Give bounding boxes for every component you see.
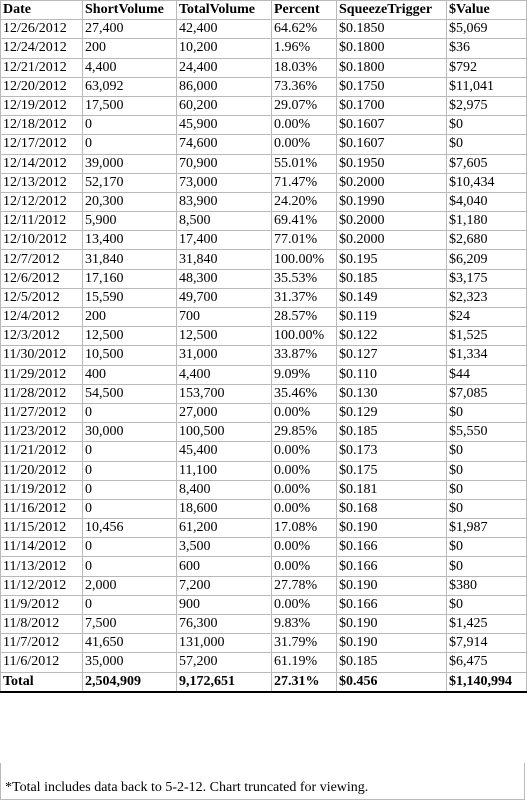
cell-short-volume[interactable]: 13,400 — [83, 231, 177, 250]
table-row — [1, 327, 527, 346]
cell-short-volume[interactable]: 17,160 — [83, 269, 177, 288]
cell-date[interactable]: 12/7/2012 — [1, 250, 83, 269]
cell-percent[interactable]: 24.20% — [272, 192, 337, 211]
table-row — [1, 39, 527, 58]
table-row — [1, 308, 527, 327]
cell-total-volume[interactable]: 61,200 — [177, 519, 272, 538]
cell-squeeze-trigger[interactable]: $0.2000 — [337, 173, 447, 192]
cell-squeeze-trigger[interactable]: $0.190 — [337, 634, 447, 653]
cell-squeeze-trigger[interactable]: $0.168 — [337, 499, 447, 518]
cell-value[interactable]: $1,525 — [447, 327, 527, 346]
cell-short-volume[interactable]: 200 — [83, 39, 177, 58]
cell-squeeze-trigger[interactable]: $0.2000 — [337, 212, 447, 231]
cell-date[interactable]: 12/19/2012 — [1, 96, 83, 115]
cell-date[interactable]: 12/21/2012 — [1, 58, 83, 77]
cell-squeeze-trigger[interactable]: $0.166 — [337, 557, 447, 576]
cell-date[interactable]: 12/11/2012 — [1, 212, 83, 231]
cell-total-volume[interactable]: 24,400 — [177, 58, 272, 77]
total-short-volume[interactable]: 2,504,909 — [83, 672, 177, 692]
cell-value[interactable]: $2,975 — [447, 96, 527, 115]
header-value[interactable]: $Value — [447, 1, 527, 20]
cell-date[interactable]: 11/7/2012 — [1, 634, 83, 653]
cell-total-volume[interactable]: 60,200 — [177, 96, 272, 115]
cell-total-volume[interactable]: 900 — [177, 595, 272, 614]
cell-value[interactable]: $1,180 — [447, 212, 527, 231]
cell-total-volume[interactable]: 100,500 — [177, 423, 272, 442]
cell-percent[interactable]: 0.00% — [272, 499, 337, 518]
table-row — [1, 154, 527, 173]
cell-short-volume[interactable]: 20,300 — [83, 192, 177, 211]
table-row — [1, 519, 527, 538]
cell-value[interactable]: $5,550 — [447, 423, 527, 442]
table-row — [1, 538, 527, 557]
cell-percent[interactable]: 33.87% — [272, 346, 337, 365]
cell-percent[interactable]: 9.83% — [272, 615, 337, 634]
cell-short-volume[interactable]: 7,500 — [83, 615, 177, 634]
cell-total-volume[interactable]: 57,200 — [177, 653, 272, 672]
cell-percent[interactable]: 0.00% — [272, 595, 337, 614]
cell-percent[interactable]: 77.01% — [272, 231, 337, 250]
cell-short-volume[interactable]: 31,840 — [83, 250, 177, 269]
header-date[interactable]: Date — [1, 1, 83, 20]
cell-value[interactable]: $44 — [447, 365, 527, 384]
table-row — [1, 58, 527, 77]
cell-percent[interactable]: 28.57% — [272, 308, 337, 327]
cell-percent[interactable]: 29.85% — [272, 423, 337, 442]
cell-value[interactable]: $24 — [447, 308, 527, 327]
cell-squeeze-trigger[interactable]: $0.190 — [337, 519, 447, 538]
cell-percent[interactable]: 35.53% — [272, 269, 337, 288]
cell-percent[interactable]: 0.00% — [272, 480, 337, 499]
cell-percent[interactable]: 61.19% — [272, 653, 337, 672]
cell-squeeze-trigger[interactable]: $0.195 — [337, 250, 447, 269]
cell-short-volume[interactable]: 15,590 — [83, 288, 177, 307]
cell-total-volume[interactable]: 7,200 — [177, 576, 272, 595]
cell-percent[interactable]: 0.00% — [272, 135, 337, 154]
cell-value[interactable]: $5,069 — [447, 20, 527, 39]
cell-percent[interactable]: 100.00% — [272, 327, 337, 346]
cell-value[interactable]: $2,323 — [447, 288, 527, 307]
cell-date[interactable]: 12/17/2012 — [1, 135, 83, 154]
cell-date[interactable]: 12/3/2012 — [1, 327, 83, 346]
cell-squeeze-trigger[interactable]: $0.1800 — [337, 58, 447, 77]
cell-short-volume[interactable]: 52,170 — [83, 173, 177, 192]
table-row — [1, 77, 527, 96]
table-row — [1, 480, 527, 499]
cell-squeeze-trigger[interactable]: $0.149 — [337, 288, 447, 307]
cell-date[interactable]: 12/18/2012 — [1, 116, 83, 135]
total-value[interactable]: $1,140,994 — [447, 672, 527, 692]
cell-percent[interactable]: 18.03% — [272, 58, 337, 77]
cell-short-volume[interactable]: 5,900 — [83, 212, 177, 231]
cell-percent[interactable]: 17.08% — [272, 519, 337, 538]
cell-squeeze-trigger[interactable]: $0.166 — [337, 595, 447, 614]
cell-short-volume[interactable]: 0 — [83, 499, 177, 518]
cell-percent[interactable]: 31.79% — [272, 634, 337, 653]
cell-squeeze-trigger[interactable]: $0.130 — [337, 384, 447, 403]
cell-percent[interactable]: 1.96% — [272, 39, 337, 58]
footnote[interactable]: *Total includes data back to 5-2-12. Chart truncated for viewing. — [0, 763, 525, 800]
cell-short-volume[interactable]: 39,000 — [83, 154, 177, 173]
cell-percent[interactable]: 35.46% — [272, 384, 337, 403]
table-row — [1, 269, 527, 288]
cell-percent[interactable]: 0.00% — [272, 538, 337, 557]
cell-value[interactable]: $0 — [447, 480, 527, 499]
cell-value[interactable]: $0 — [447, 116, 527, 135]
table-row — [1, 653, 527, 672]
cell-squeeze-trigger[interactable]: $0.127 — [337, 346, 447, 365]
cell-value[interactable]: $7,085 — [447, 384, 527, 403]
cell-date[interactable]: 11/15/2012 — [1, 519, 83, 538]
table-row — [1, 384, 527, 403]
cell-short-volume[interactable]: 54,500 — [83, 384, 177, 403]
table-row — [1, 576, 527, 595]
cell-value[interactable]: $7,914 — [447, 634, 527, 653]
table-row — [1, 116, 527, 135]
cell-total-volume[interactable]: 700 — [177, 308, 272, 327]
cell-total-volume[interactable]: 49,700 — [177, 288, 272, 307]
cell-total-volume[interactable]: 76,300 — [177, 615, 272, 634]
cell-total-volume[interactable]: 73,000 — [177, 173, 272, 192]
cell-total-volume[interactable]: 10,200 — [177, 39, 272, 58]
cell-squeeze-trigger[interactable]: $0.175 — [337, 461, 447, 480]
table-row — [1, 173, 527, 192]
header-squeeze-trigger[interactable]: SqueezeTrigger — [337, 1, 447, 20]
cell-short-volume[interactable]: 2,000 — [83, 576, 177, 595]
table-body — [1, 20, 527, 672]
cell-squeeze-trigger[interactable]: $0.185 — [337, 423, 447, 442]
cell-squeeze-trigger[interactable]: $0.1607 — [337, 135, 447, 154]
cell-date[interactable]: 11/14/2012 — [1, 538, 83, 557]
cell-squeeze-trigger[interactable]: $0.122 — [337, 327, 447, 346]
cell-date[interactable]: 11/16/2012 — [1, 499, 83, 518]
cell-total-volume[interactable]: 45,400 — [177, 442, 272, 461]
cell-total-volume[interactable]: 48,300 — [177, 269, 272, 288]
cell-total-volume[interactable]: 27,000 — [177, 403, 272, 422]
cell-short-volume[interactable]: 0 — [83, 557, 177, 576]
cell-squeeze-trigger[interactable]: $0.1950 — [337, 154, 447, 173]
cell-short-volume[interactable]: 10,456 — [83, 519, 177, 538]
cell-value[interactable]: $1,334 — [447, 346, 527, 365]
cell-total-volume[interactable]: 83,900 — [177, 192, 272, 211]
cell-total-volume[interactable]: 600 — [177, 557, 272, 576]
table-row — [1, 212, 527, 231]
table-row — [1, 365, 527, 384]
cell-total-volume[interactable]: 153,700 — [177, 384, 272, 403]
cell-total-volume[interactable]: 8,400 — [177, 480, 272, 499]
total-row — [1, 672, 527, 692]
cell-value[interactable]: $10,434 — [447, 173, 527, 192]
cell-total-volume[interactable]: 131,000 — [177, 634, 272, 653]
cell-date[interactable]: 12/5/2012 — [1, 288, 83, 307]
cell-percent[interactable]: 71.47% — [272, 173, 337, 192]
cell-percent[interactable]: 0.00% — [272, 116, 337, 135]
cell-short-volume[interactable]: 0 — [83, 480, 177, 499]
cell-value[interactable]: $1,425 — [447, 615, 527, 634]
cell-percent[interactable]: 64.62% — [272, 20, 337, 39]
cell-short-volume[interactable]: 41,650 — [83, 634, 177, 653]
cell-total-volume[interactable]: 70,900 — [177, 154, 272, 173]
table-row — [1, 231, 527, 250]
table-row — [1, 192, 527, 211]
table-row — [1, 557, 527, 576]
cell-short-volume[interactable]: 0 — [83, 135, 177, 154]
cell-date[interactable]: 11/23/2012 — [1, 423, 83, 442]
table-row — [1, 288, 527, 307]
cell-value[interactable]: $0 — [447, 403, 527, 422]
cell-short-volume[interactable]: 35,000 — [83, 653, 177, 672]
cell-value[interactable]: $0 — [447, 538, 527, 557]
cell-value[interactable]: $0 — [447, 557, 527, 576]
cell-squeeze-trigger[interactable]: $0.190 — [337, 615, 447, 634]
cell-squeeze-trigger[interactable]: $0.1700 — [337, 96, 447, 115]
cell-short-volume[interactable]: 0 — [83, 595, 177, 614]
cell-percent[interactable]: 29.07% — [272, 96, 337, 115]
cell-percent[interactable]: 73.36% — [272, 77, 337, 96]
cell-short-volume[interactable]: 12,500 — [83, 327, 177, 346]
cell-squeeze-trigger[interactable]: $0.190 — [337, 576, 447, 595]
cell-date[interactable]: 12/24/2012 — [1, 39, 83, 58]
cell-date[interactable]: 12/20/2012 — [1, 77, 83, 96]
cell-date[interactable]: 11/8/2012 — [1, 615, 83, 634]
total-squeeze-trigger[interactable]: $0.456 — [337, 672, 447, 692]
cell-date[interactable]: 12/10/2012 — [1, 231, 83, 250]
cell-squeeze-trigger[interactable]: $0.1850 — [337, 20, 447, 39]
cell-date[interactable]: 12/26/2012 — [1, 20, 83, 39]
table-row — [1, 403, 527, 422]
header-percent[interactable]: Percent — [272, 1, 337, 20]
cell-squeeze-trigger[interactable]: $0.1800 — [337, 39, 447, 58]
cell-percent[interactable]: 0.00% — [272, 442, 337, 461]
cell-short-volume[interactable]: 400 — [83, 365, 177, 384]
cell-date[interactable]: 11/13/2012 — [1, 557, 83, 576]
cell-date[interactable]: 11/21/2012 — [1, 442, 83, 461]
cell-value[interactable]: $0 — [447, 595, 527, 614]
header-row — [1, 1, 527, 20]
cell-date[interactable]: 11/20/2012 — [1, 461, 83, 480]
cell-percent[interactable]: 9.09% — [272, 365, 337, 384]
cell-percent[interactable]: 69.41% — [272, 212, 337, 231]
cell-total-volume[interactable]: 4,400 — [177, 365, 272, 384]
cell-date[interactable]: 12/13/2012 — [1, 173, 83, 192]
cell-value[interactable]: $4,040 — [447, 192, 527, 211]
cell-short-volume[interactable]: 0 — [83, 403, 177, 422]
cell-squeeze-trigger[interactable]: $0.166 — [337, 538, 447, 557]
cell-total-volume[interactable]: 31,000 — [177, 346, 272, 365]
table-row — [1, 442, 527, 461]
cell-squeeze-trigger[interactable]: $0.119 — [337, 308, 447, 327]
total-percent[interactable]: 27.31% — [272, 672, 337, 692]
table-row — [1, 461, 527, 480]
cell-squeeze-trigger[interactable]: $0.1990 — [337, 192, 447, 211]
cell-short-volume[interactable]: 63,092 — [83, 77, 177, 96]
cell-value[interactable]: $0 — [447, 461, 527, 480]
cell-short-volume[interactable]: 4,400 — [83, 58, 177, 77]
cell-short-volume[interactable]: 10,500 — [83, 346, 177, 365]
cell-total-volume[interactable]: 86,000 — [177, 77, 272, 96]
cell-date[interactable]: 11/12/2012 — [1, 576, 83, 595]
cell-value[interactable]: $2,680 — [447, 231, 527, 250]
cell-short-volume[interactable]: 200 — [83, 308, 177, 327]
cell-date[interactable]: 12/14/2012 — [1, 154, 83, 173]
cell-short-volume[interactable]: 0 — [83, 538, 177, 557]
total-label[interactable]: Total — [1, 672, 83, 692]
cell-date[interactable]: 12/4/2012 — [1, 308, 83, 327]
cell-percent[interactable]: 31.37% — [272, 288, 337, 307]
cell-date[interactable]: 11/6/2012 — [1, 653, 83, 672]
cell-value[interactable]: $0 — [447, 442, 527, 461]
table-row — [1, 499, 527, 518]
cell-value[interactable]: $3,175 — [447, 269, 527, 288]
cell-total-volume[interactable]: 74,600 — [177, 135, 272, 154]
header-short-volume[interactable]: ShortVolume — [83, 1, 177, 20]
cell-value[interactable]: $11,041 — [447, 77, 527, 96]
cell-percent[interactable]: 0.00% — [272, 461, 337, 480]
cell-total-volume[interactable]: 18,600 — [177, 499, 272, 518]
cell-total-volume[interactable]: 12,500 — [177, 327, 272, 346]
cell-total-volume[interactable]: 8,500 — [177, 212, 272, 231]
cell-value[interactable]: $0 — [447, 135, 527, 154]
cell-short-volume[interactable]: 0 — [83, 116, 177, 135]
cell-date[interactable]: 11/19/2012 — [1, 480, 83, 499]
table-row — [1, 250, 527, 269]
table-row — [1, 135, 527, 154]
cell-percent[interactable]: 55.01% — [272, 154, 337, 173]
header-total-volume[interactable]: TotalVolume — [177, 1, 272, 20]
cell-date[interactable]: 11/27/2012 — [1, 403, 83, 422]
cell-date[interactable]: 11/9/2012 — [1, 595, 83, 614]
cell-percent[interactable]: 27.78% — [272, 576, 337, 595]
cell-value[interactable]: $1,987 — [447, 519, 527, 538]
cell-total-volume[interactable]: 45,900 — [177, 116, 272, 135]
table-row — [1, 20, 527, 39]
cell-squeeze-trigger[interactable]: $0.173 — [337, 442, 447, 461]
cell-date[interactable]: 11/30/2012 — [1, 346, 83, 365]
cell-total-volume[interactable]: 11,100 — [177, 461, 272, 480]
table-row — [1, 423, 527, 442]
cell-value[interactable]: $380 — [447, 576, 527, 595]
cell-total-volume[interactable]: 3,500 — [177, 538, 272, 557]
cell-date[interactable]: 12/12/2012 — [1, 192, 83, 211]
cell-squeeze-trigger[interactable]: $0.1607 — [337, 116, 447, 135]
total-total-volume[interactable]: 9,172,651 — [177, 672, 272, 692]
cell-value[interactable]: $7,605 — [447, 154, 527, 173]
cell-value[interactable]: $6,209 — [447, 250, 527, 269]
cell-value[interactable]: $792 — [447, 58, 527, 77]
cell-short-volume[interactable]: 0 — [83, 442, 177, 461]
cell-date[interactable]: 11/28/2012 — [1, 384, 83, 403]
table-row — [1, 615, 527, 634]
table-row — [1, 595, 527, 614]
cell-total-volume[interactable]: 31,840 — [177, 250, 272, 269]
cell-date[interactable]: 12/6/2012 — [1, 269, 83, 288]
cell-squeeze-trigger[interactable]: $0.2000 — [337, 231, 447, 250]
cell-squeeze-trigger[interactable]: $0.110 — [337, 365, 447, 384]
cell-short-volume[interactable]: 27,400 — [83, 20, 177, 39]
cell-squeeze-trigger[interactable]: $0.181 — [337, 480, 447, 499]
cell-short-volume[interactable]: 0 — [83, 461, 177, 480]
cell-squeeze-trigger[interactable]: $0.129 — [337, 403, 447, 422]
cell-value[interactable]: $0 — [447, 499, 527, 518]
cell-total-volume[interactable]: 17,400 — [177, 231, 272, 250]
cell-squeeze-trigger[interactable]: $0.185 — [337, 269, 447, 288]
table-row — [1, 346, 527, 365]
cell-short-volume[interactable]: 17,500 — [83, 96, 177, 115]
cell-short-volume[interactable]: 30,000 — [83, 423, 177, 442]
cell-squeeze-trigger[interactable]: $0.1750 — [337, 77, 447, 96]
cell-value[interactable]: $6,475 — [447, 653, 527, 672]
cell-value[interactable]: $36 — [447, 39, 527, 58]
cell-percent[interactable]: 0.00% — [272, 403, 337, 422]
cell-percent[interactable]: 100.00% — [272, 250, 337, 269]
cell-percent[interactable]: 0.00% — [272, 557, 337, 576]
cell-total-volume[interactable]: 42,400 — [177, 20, 272, 39]
cell-squeeze-trigger[interactable]: $0.185 — [337, 653, 447, 672]
cell-date[interactable]: 11/29/2012 — [1, 365, 83, 384]
table-row — [1, 96, 527, 115]
table-row — [1, 634, 527, 653]
